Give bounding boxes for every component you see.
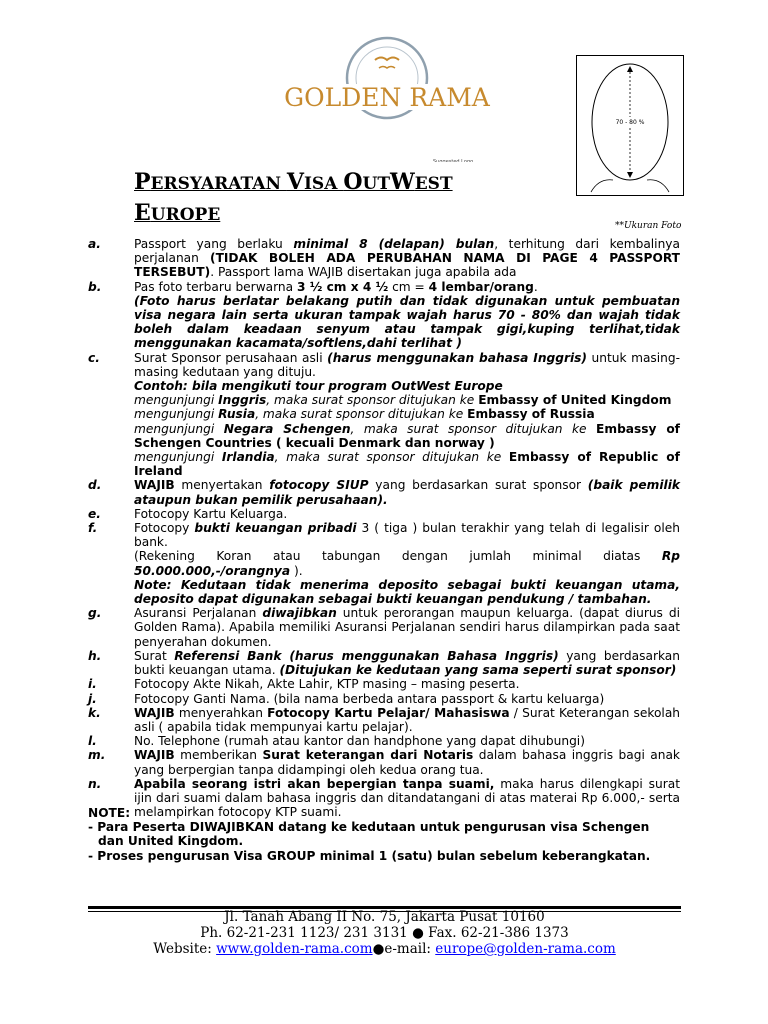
requirement-item [88, 237, 680, 280]
note-line-1: - Para Peserta DIWAJIBKAN datang ke kedutaan untuk pengurusan visa Schengen [88, 820, 650, 835]
requirement-text: WAJIB menyertakan fotocopy SIUP yang berdasarkan surat sponsor (baik pemilik ataupun bukan pemilik perusahaan). [134, 478, 680, 507]
requirement-letter: c. [88, 350, 100, 365]
requirement-text: Surat Sponsor perusahaan asli (harus menggunakan bahasa Inggris) untuk masing-masing kedutaan yang dituju. Contoh: bila mengikuti tour program OutWest Europe mengunjungi Inggris, maka surat sponsor ditujukan ke Embassy of United Kingdom mengunjungi Rusia, maka surat sponsor ditujukan ke Embassy of Russia mengunjungi Negara Schengen, maka surat sponsor ditujukan ke Embassy of Schengen Countries ( kecuali Denmark dan norway ) mengunjungi Irlandia, maka surat sponsor ditujukan ke Embassy of Republic of Ireland [134, 350, 681, 479]
footer-web: Website: www.golden-rama.com●e-mail: europe@golden-rama.com [153, 941, 616, 957]
photo-size-box [576, 55, 684, 196]
email-link[interactable]: europe@golden-rama.com [435, 941, 616, 957]
requirement-item [88, 521, 680, 606]
photo-percent-label: 70 - 80 % [615, 119, 645, 126]
footer [88, 909, 681, 957]
requirement-item [88, 706, 680, 734]
requirement-letter: b. [88, 279, 102, 294]
requirement-letter: m. [88, 748, 106, 763]
requirement-letter: i. [88, 677, 97, 692]
requirement-item [88, 649, 680, 677]
requirements-list [88, 237, 680, 819]
requirement-item [88, 507, 680, 521]
requirement-letter: d. [88, 478, 102, 493]
requirement-text: WAJIB menyerahkan Fotocopy Kartu Pelajar/ Mahasiswa / Surat Keterangan sekolah asli ( apabila tidak mempunyai kartu pelajar). [134, 705, 681, 734]
requirement-text: Fotocopy bukti keuangan pribadi 3 ( tiga ) bulan terakhir yang telah di legalisir oleh bank. (Rekening Koran atau tabungan dengan jumlah minimal diatas Rp 50.000.000,-/orangnya ). Note: Kedutaan tidak menerima deposito sebagai bukti keuangan utama, deposito dapat digunakan sebagai bukti keuangan pendukung / tambahan. [134, 521, 680, 607]
requirement-letter: g. [88, 606, 102, 621]
requirement-letter: a. [88, 237, 101, 251]
footer-contact: Ph. 62-21-231 1123/ 231 3131 ● Fax. 62-21-386 1373 [200, 925, 569, 941]
requirement-text: Surat Referensi Bank (harus menggunakan Bahasa Inggris) yang berdasarkan bukti keuangan utama. (Ditujukan ke kedutaan yang sama seperti surat sponsor) [134, 648, 680, 678]
requirement-item [88, 351, 680, 479]
requirement-text: Passport yang berlaku minimal 8 (delapan) bulan, terhitung dari kembalinya perjalanan (TIDAK BOLEH ADA PERUBAHAN NAMA DI PAGE 4 PASSPORT TERSEBUT). Passport lama WAJIB disertakan juga apabila ada [134, 237, 680, 280]
requirement-item [88, 734, 680, 748]
requirement-letter: j. [88, 691, 97, 706]
requirement-item [88, 692, 680, 706]
logo-text: GOLDEN RAMA [284, 83, 490, 112]
requirement-text: Fotocopy Ganti Nama. (bila nama berbeda antara passport & kartu keluarga) [134, 691, 605, 706]
requirement-text: Fotocopy Akte Nikah, Akte Lahir, KTP masing – masing peserta. [134, 677, 520, 692]
page-title: PERSYARATAN VISA OUTWEST EUROPE [134, 169, 453, 226]
requirement-item [88, 677, 680, 691]
requirement-text: Pas foto terbaru berwarna 3 ½ cm x 4 ½ cm = 4 lembar/orang. (Foto harus berlatar belakang putih dan tidak digunakan untuk pembuatan visa negara lain serta ukuran tampak wajah harus 70 - 80% dan wajah tidak boleh dalam keadaan senyum atau tampak gigi,kuping terlihat,tidak menggunakan kacamata/softlens,dahi terlihat ) [134, 279, 680, 351]
golden-rama-logo [283, 20, 491, 162]
requirement-item [88, 478, 680, 506]
website-link[interactable]: www.golden-rama.com [216, 941, 373, 957]
requirement-text: Apabila seorang istri akan bepergian tanpa suami, maka harus dilengkapi surat ijin dari suami dalam bahasa inggris dan ditandatangani di atas materai Rp 6.000,- serta melampirkan fotocopy KTP suami. [134, 776, 680, 820]
requirement-text: Fotocopy Kartu Keluarga. [134, 506, 288, 521]
logo-tag: Suggested Logo [433, 159, 474, 162]
note-heading: NOTE: [88, 806, 131, 820]
note-line-2: - Proses pengurusan Visa GROUP minimal 1 (satu) bulan sebelum keberangkatan. [88, 848, 651, 863]
requirement-letter: n. [88, 776, 102, 791]
requirement-text: No. Telephone (rumah atau kantor dan handphone yang dapat dihubungi) [134, 734, 585, 749]
requirement-letter: e. [88, 506, 101, 521]
requirement-letter: h. [88, 648, 102, 663]
requirement-letter: l. [88, 734, 97, 749]
requirement-letter: f. [88, 521, 98, 536]
requirement-item [88, 606, 680, 649]
requirement-text: WAJIB memberikan Surat keterangan dari Notaris dalam bahasa inggris bagi anak yang berpergian tanpa didampingi oleh kedua orang tua. [134, 748, 680, 777]
photo-size-caption: **Ukuran Foto [615, 221, 682, 231]
footer-address: Jl. Tanah Abang II No. 75, Jakarta Pusat 10160 [224, 909, 545, 925]
requirement-item [88, 748, 680, 776]
requirement-text: Asuransi Perjalanan diwajibkan untuk perorangan maupun keluarga. (dapat diurus di Golden Rama). Apabila memiliki Asuransi Perjalanan sendiri harus dilampirkan pada saat penyerahan dokumen. [134, 606, 680, 649]
requirement-item [88, 280, 680, 351]
requirement-letter: k. [88, 705, 101, 720]
note-line-1b: dan United Kingdom. [98, 834, 244, 849]
note-section [88, 806, 688, 863]
